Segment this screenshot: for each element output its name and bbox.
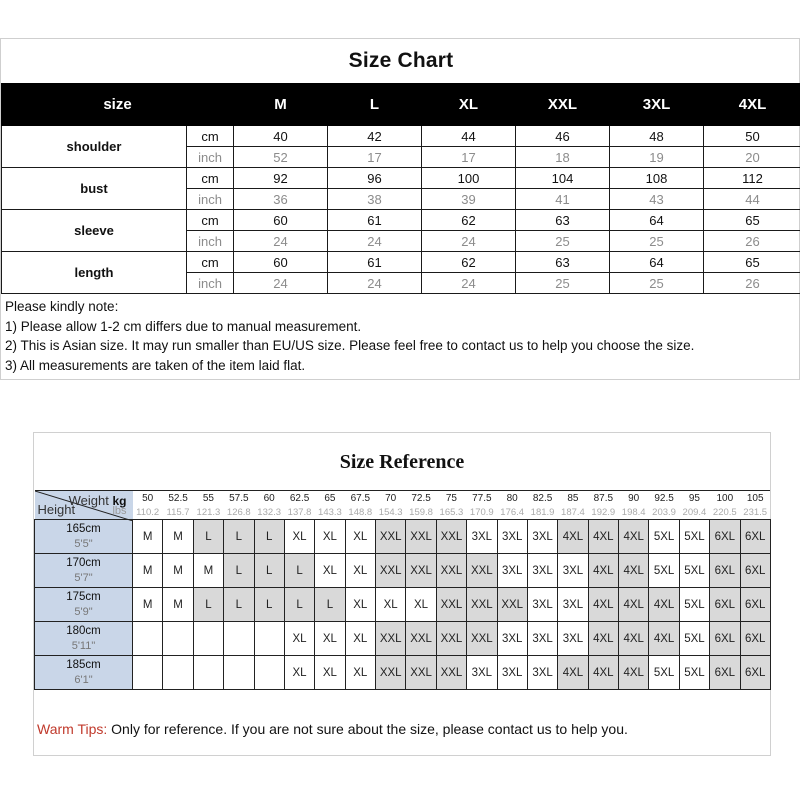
size-cell: XXL: [436, 622, 466, 656]
size-cell: [224, 622, 254, 656]
size-cell: XL: [315, 622, 345, 656]
size-cell: L: [224, 554, 254, 588]
size-cell: XXL: [436, 656, 466, 690]
height-cm: 165cm: [66, 522, 101, 535]
warm-tips: [37, 721, 628, 737]
size-cell: XXL: [497, 588, 527, 622]
height-cell: [35, 656, 133, 690]
weight-lbs: 203.9: [649, 505, 679, 520]
size-cell: 4XL: [588, 554, 618, 588]
size-cell: XL: [345, 588, 375, 622]
size-cell: 6XL: [710, 622, 740, 656]
cm-value: 96: [328, 168, 422, 189]
inch-value: 25: [516, 273, 610, 294]
warm-tips-label: Warm Tips:: [37, 721, 108, 737]
cm-value: 61: [328, 210, 422, 231]
size-cell: XL: [315, 520, 345, 554]
height-row: [35, 520, 771, 554]
weight-kg: 77.5: [467, 491, 497, 506]
size-cell: XL: [376, 588, 406, 622]
size-cell: 3XL: [558, 588, 588, 622]
height-cm: 170cm: [66, 556, 101, 569]
height-row: [35, 588, 771, 622]
unit-inch: inch: [187, 147, 234, 168]
size-cell: [193, 656, 223, 690]
weight-lbs: 137.8: [284, 505, 314, 520]
size-cell: L: [193, 520, 223, 554]
size-cell: M: [133, 520, 163, 554]
size-cell: XL: [315, 656, 345, 690]
weight-kg: 67.5: [345, 491, 375, 506]
unit-inch: inch: [187, 231, 234, 252]
height-row: [35, 656, 771, 690]
size-cell: 4XL: [588, 520, 618, 554]
weight-lbs: 170.9: [467, 505, 497, 520]
inch-value: 25: [610, 273, 704, 294]
size-header-l: L: [328, 84, 422, 126]
size-cell: 6XL: [740, 520, 770, 554]
height-row: [35, 554, 771, 588]
inch-value: 24: [422, 273, 516, 294]
weight-kg: 80: [497, 491, 527, 506]
size-chart-section: [0, 38, 800, 380]
size-cell: 6XL: [740, 554, 770, 588]
measure-label: length: [2, 252, 187, 294]
weight-height-corner: [35, 491, 133, 520]
size-cell: L: [224, 520, 254, 554]
size-cell: [163, 656, 193, 690]
size-cell: 3XL: [527, 622, 557, 656]
unit-cm: cm: [187, 210, 234, 231]
cm-value: 65: [704, 252, 800, 273]
size-reference-body: [35, 491, 771, 690]
size-cell: L: [284, 588, 314, 622]
size-cell: 3XL: [497, 554, 527, 588]
size-cell: M: [163, 554, 193, 588]
size-cell: M: [193, 554, 223, 588]
size-cell: M: [163, 588, 193, 622]
size-header-row: [2, 84, 800, 126]
unit-cm: cm: [187, 126, 234, 147]
weight-lbs: 115.7: [163, 505, 193, 520]
size-cell: 6XL: [710, 656, 740, 690]
size-cell: [133, 622, 163, 656]
size-cell: L: [254, 520, 284, 554]
cm-value: 60: [234, 210, 328, 231]
measure-label: shoulder: [2, 126, 187, 168]
size-cell: [193, 622, 223, 656]
size-cell: XXL: [376, 554, 406, 588]
height-cm: 175cm: [66, 590, 101, 603]
inch-value: 52: [234, 147, 328, 168]
size-cell: 4XL: [558, 656, 588, 690]
cm-value: 64: [610, 252, 704, 273]
weight-kg: 85: [558, 491, 588, 506]
size-cell: XL: [345, 622, 375, 656]
inch-value: 44: [704, 189, 800, 210]
cm-value: 62: [422, 210, 516, 231]
unit-inch: inch: [187, 189, 234, 210]
size-cell: 5XL: [649, 554, 679, 588]
weight-lbs: 187.4: [558, 505, 588, 520]
weight-kg: 60: [254, 491, 284, 506]
weight-lbs: 148.8: [345, 505, 375, 520]
height-row: [35, 622, 771, 656]
size-cell: 3XL: [558, 554, 588, 588]
size-cell: XL: [315, 554, 345, 588]
inch-value: 25: [610, 231, 704, 252]
inch-value: 18: [516, 147, 610, 168]
size-chart-table: [1, 83, 800, 294]
weight-lbs: 143.3: [315, 505, 345, 520]
size-cell: [163, 622, 193, 656]
size-chart-title: Size Chart: [348, 49, 454, 72]
size-cell: [224, 656, 254, 690]
weight-kg: 105: [740, 491, 770, 506]
size-cell: 6XL: [710, 588, 740, 622]
height-cm: 180cm: [66, 624, 101, 637]
size-cell: 4XL: [558, 520, 588, 554]
cm-value: 100: [422, 168, 516, 189]
weight-lbs: 110.2: [133, 505, 163, 520]
weight-kg: 92.5: [649, 491, 679, 506]
size-cell: L: [254, 588, 284, 622]
size-cell: 4XL: [588, 656, 618, 690]
corner-height-label: Height: [37, 502, 76, 517]
inch-value: 24: [328, 231, 422, 252]
size-cell: 3XL: [497, 622, 527, 656]
weight-lbs: 209.4: [679, 505, 709, 520]
size-header-label: size: [2, 84, 234, 126]
weight-lbs: 231.5: [740, 505, 770, 520]
size-cell: 3XL: [467, 520, 497, 554]
inch-value: 26: [704, 273, 800, 294]
size-cell: XXL: [467, 588, 497, 622]
size-cell: XL: [345, 554, 375, 588]
size-cell: L: [224, 588, 254, 622]
cm-value: 61: [328, 252, 422, 273]
height-cell: [35, 554, 133, 588]
size-cell: XL: [345, 656, 375, 690]
size-cell: 3XL: [527, 588, 557, 622]
cm-value: 42: [328, 126, 422, 147]
size-cell: XL: [284, 622, 314, 656]
size-cell: 4XL: [619, 520, 649, 554]
size-cell: XXL: [467, 554, 497, 588]
cm-value: 62: [422, 252, 516, 273]
inch-value: 38: [328, 189, 422, 210]
height-cm: 185cm: [66, 658, 101, 671]
height-cell: [35, 520, 133, 554]
inch-value: 26: [704, 231, 800, 252]
size-header-xl: XL: [422, 84, 516, 126]
size-cell: 5XL: [649, 520, 679, 554]
note-line: 1) Please allow 1-2 cm differs due to manual measurement.: [5, 318, 362, 334]
weight-lbs: 159.8: [406, 505, 436, 520]
size-cell: 3XL: [497, 656, 527, 690]
size-cell: 6XL: [740, 656, 770, 690]
size-cell: 4XL: [649, 622, 679, 656]
size-cell: 5XL: [679, 656, 709, 690]
weight-lbs: 121.3: [193, 505, 223, 520]
weight-lbs: 181.9: [527, 505, 557, 520]
measure-row-cm: [2, 210, 800, 231]
corner-lbs: lbs: [112, 505, 127, 517]
size-header-3xl: 3XL: [610, 84, 704, 126]
note-line: Please kindly note:: [5, 299, 119, 314]
size-cell: 5XL: [679, 622, 709, 656]
inch-value: 39: [422, 189, 516, 210]
size-cell: 3XL: [497, 520, 527, 554]
cm-value: 104: [516, 168, 610, 189]
note-line: 3) All measurements are taken of the item laid flat.: [5, 357, 306, 373]
weight-lbs: 165.3: [436, 505, 466, 520]
measure-row-cm: [2, 126, 800, 147]
size-cell: XXL: [406, 622, 436, 656]
size-cell: 3XL: [558, 622, 588, 656]
size-header-4xl: 4XL: [704, 84, 800, 126]
unit-inch: inch: [187, 273, 234, 294]
size-cell: XXL: [376, 656, 406, 690]
size-cell: 5XL: [679, 520, 709, 554]
corner-weight-label: Weight: [68, 493, 109, 508]
size-cell: 4XL: [619, 554, 649, 588]
cm-value: 60: [234, 252, 328, 273]
size-cell: [254, 656, 284, 690]
weight-lbs: 198.4: [619, 505, 649, 520]
size-cell: 4XL: [588, 588, 618, 622]
size-cell: XXL: [436, 588, 466, 622]
measure-label: bust: [2, 168, 187, 210]
size-cell: 4XL: [649, 588, 679, 622]
size-cell: XXL: [406, 554, 436, 588]
size-cell: 6XL: [740, 588, 770, 622]
size-cell: 5XL: [679, 554, 709, 588]
height-ft: 5'5": [74, 537, 93, 550]
inch-value: 43: [610, 189, 704, 210]
inch-value: 19: [610, 147, 704, 168]
size-reference-title: Size Reference: [339, 451, 465, 473]
size-cell: 6XL: [740, 622, 770, 656]
inch-value: 17: [328, 147, 422, 168]
inch-value: 41: [516, 189, 610, 210]
cm-value: 108: [610, 168, 704, 189]
size-cell: 4XL: [619, 656, 649, 690]
size-cell: L: [284, 554, 314, 588]
size-cell: 4XL: [588, 622, 618, 656]
weight-kg: 100: [710, 491, 740, 506]
height-ft: 5'7": [74, 571, 93, 584]
weight-lbs: 154.3: [376, 505, 406, 520]
height-ft: 5'11": [71, 639, 96, 652]
weight-lbs: 126.8: [224, 505, 254, 520]
inch-value: 24: [328, 273, 422, 294]
height-ft: 5'9": [74, 605, 93, 618]
size-cell: L: [254, 554, 284, 588]
size-cell: XL: [284, 520, 314, 554]
size-cell: 5XL: [649, 656, 679, 690]
size-cell: XXL: [467, 622, 497, 656]
cm-value: 65: [704, 210, 800, 231]
cm-value: 40: [234, 126, 328, 147]
size-cell: XXL: [376, 622, 406, 656]
weight-kg-row: [35, 491, 771, 506]
size-cell: XXL: [436, 520, 466, 554]
size-cell: [254, 622, 284, 656]
inch-value: 24: [234, 273, 328, 294]
size-cell: 5XL: [679, 588, 709, 622]
size-cell: M: [133, 554, 163, 588]
size-cell: 6XL: [710, 554, 740, 588]
size-cell: 3XL: [527, 520, 557, 554]
size-header-m: M: [234, 84, 328, 126]
size-cell: 4XL: [619, 622, 649, 656]
cm-value: 92: [234, 168, 328, 189]
unit-cm: cm: [187, 252, 234, 273]
size-cell: 3XL: [527, 554, 557, 588]
measure-label: sleeve: [2, 210, 187, 252]
cm-value: 63: [516, 210, 610, 231]
weight-kg: 57.5: [224, 491, 254, 506]
weight-kg: 75: [436, 491, 466, 506]
height-ft: 6'1": [74, 673, 93, 686]
inch-value: 25: [516, 231, 610, 252]
size-cell: L: [315, 588, 345, 622]
warm-tips-text: Only for reference. If you are not sure about the size, please contact us to help you.: [107, 721, 628, 737]
size-cell: XXL: [376, 520, 406, 554]
cm-value: 63: [516, 252, 610, 273]
weight-lbs: 176.4: [497, 505, 527, 520]
size-cell: XXL: [406, 656, 436, 690]
inch-value: 36: [234, 189, 328, 210]
size-cell: 6XL: [710, 520, 740, 554]
note-line: 2) This is Asian size. It may run smaller than EU/US size. Please feel free to contact us to help you choose the size.: [5, 338, 695, 353]
corner-kg: kg: [112, 494, 127, 508]
weight-kg: 95: [679, 491, 709, 506]
size-cell: XL: [406, 588, 436, 622]
weight-kg: 87.5: [588, 491, 618, 506]
weight-lbs: 220.5: [710, 505, 740, 520]
weight-lbs: 192.9: [588, 505, 618, 520]
weight-kg: 62.5: [284, 491, 314, 506]
inch-value: 24: [234, 231, 328, 252]
size-cell: XL: [345, 520, 375, 554]
cm-value: 44: [422, 126, 516, 147]
size-chart-notes: [5, 297, 694, 375]
weight-kg: 52.5: [163, 491, 193, 506]
size-cell: 3XL: [467, 656, 497, 690]
height-cell: [35, 588, 133, 622]
weight-kg: 82.5: [527, 491, 557, 506]
measure-row-cm: [2, 168, 800, 189]
size-reference-table: [34, 490, 771, 690]
size-cell: [133, 656, 163, 690]
cm-value: 48: [610, 126, 704, 147]
inch-value: 24: [422, 231, 516, 252]
weight-kg: 70: [376, 491, 406, 506]
size-chart-body: [2, 126, 800, 294]
weight-lbs-row: [35, 505, 771, 520]
size-cell: M: [163, 520, 193, 554]
weight-kg: 90: [619, 491, 649, 506]
unit-cm: cm: [187, 168, 234, 189]
inch-value: 20: [704, 147, 800, 168]
size-header-xxl: XXL: [516, 84, 610, 126]
size-cell: XXL: [436, 554, 466, 588]
size-cell: XXL: [406, 520, 436, 554]
weight-kg: 55: [193, 491, 223, 506]
size-cell: 4XL: [619, 588, 649, 622]
cm-value: 46: [516, 126, 610, 147]
cm-value: 50: [704, 126, 800, 147]
weight-kg: 72.5: [406, 491, 436, 506]
size-cell: L: [193, 588, 223, 622]
weight-kg: 50: [133, 491, 163, 506]
cm-value: 112: [704, 168, 800, 189]
inch-value: 17: [422, 147, 516, 168]
height-cell: [35, 622, 133, 656]
weight-kg: 65: [315, 491, 345, 506]
measure-row-cm: [2, 252, 800, 273]
size-cell: 3XL: [527, 656, 557, 690]
weight-lbs: 132.3: [254, 505, 284, 520]
size-cell: M: [133, 588, 163, 622]
size-cell: XL: [284, 656, 314, 690]
cm-value: 64: [610, 210, 704, 231]
size-reference-section: [33, 432, 771, 756]
